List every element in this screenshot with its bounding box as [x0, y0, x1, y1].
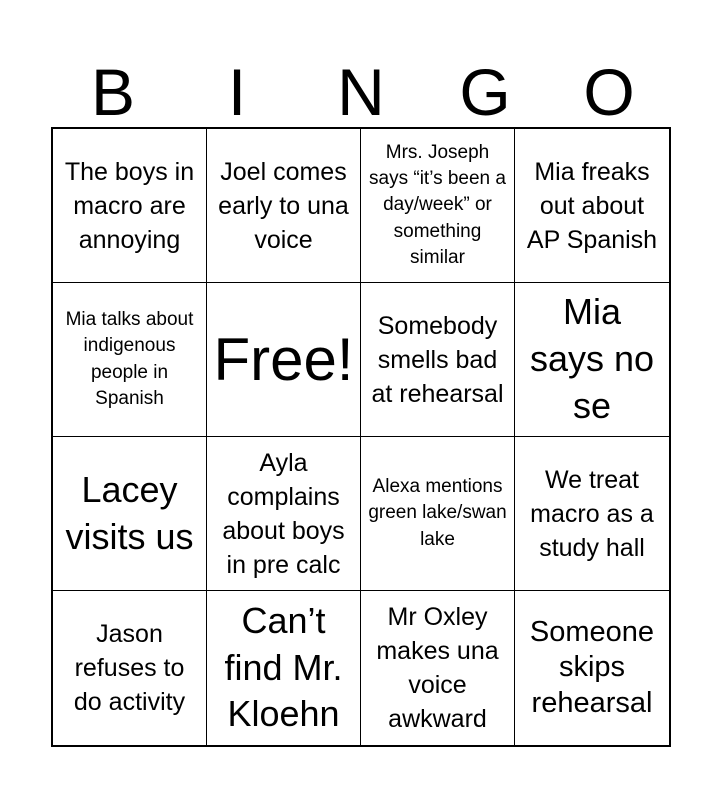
bingo-cell-r3-c4[interactable] — [515, 437, 669, 591]
bingo-cell-r1-c2[interactable] — [207, 129, 361, 283]
bingo-cell-text: We treat macro as a study hall — [530, 465, 654, 562]
bingo-header — [51, 55, 671, 129]
header-letter-n: N — [337, 55, 385, 129]
bingo-cell-r1-c1[interactable] — [53, 129, 207, 283]
bingo-cell-r4-c3[interactable] — [361, 591, 515, 745]
bingo-cell-r2-c4[interactable] — [515, 283, 669, 437]
header-letter-i: I — [227, 55, 247, 129]
bingo-cell-text: Can’t find Mr. Kloehn — [224, 599, 343, 735]
bingo-cell-r2-c3[interactable] — [361, 283, 515, 437]
bingo-cell-r1-c3[interactable] — [361, 129, 515, 283]
bingo-cell-text: Ayla complains about boys in pre calc — [222, 448, 345, 579]
bingo-cell-text: Jason refuses to do activity — [73, 620, 186, 716]
bingo-cell-r3-c3[interactable] — [361, 437, 515, 591]
bingo-cell-r4-c2[interactable] — [207, 591, 361, 745]
bingo-cell-text: Someone skips rehearsal — [529, 615, 655, 719]
bingo-cell-r2-c1[interactable] — [53, 283, 207, 437]
bingo-cell-text: Joel comes early to una voice — [218, 157, 349, 254]
bingo-cell-r3-c1[interactable] — [53, 437, 207, 591]
bingo-board — [51, 127, 671, 747]
bingo-cell-text: Mia says no se — [529, 291, 655, 426]
header-letter-b: B — [90, 55, 136, 129]
bingo-cell-r3-c2[interactable] — [207, 437, 361, 591]
bingo-cell-r1-c4[interactable] — [515, 129, 669, 283]
bingo-cell-text: Somebody smells bad at rehearsal — [371, 311, 504, 408]
bingo-cell-text: Mrs. Joseph says “it’s been a day/week” or something similar — [369, 141, 506, 268]
bingo-cell-text: Alexa mentions green lake/swan lake — [368, 476, 507, 550]
bingo-cell-text: Lacey visits us — [65, 468, 194, 557]
header-letter-g: G — [459, 55, 511, 129]
bingo-cell-text: The boys in macro are annoying — [64, 157, 195, 254]
bingo-cell-text: Mia talks about indigenous people in Spanish — [65, 309, 194, 409]
header-letter-o: O — [583, 55, 635, 129]
bingo-cell-free[interactable] — [207, 283, 361, 437]
bingo-cell-r4-c4[interactable] — [515, 591, 669, 745]
free-space-label: Free! — [213, 325, 354, 393]
bingo-cell-text: Mia freaks out about AP Spanish — [526, 157, 658, 254]
bingo-cell-text: Mr Oxley makes una voice awkward — [376, 603, 499, 733]
bingo-cell-r4-c1[interactable] — [53, 591, 207, 745]
